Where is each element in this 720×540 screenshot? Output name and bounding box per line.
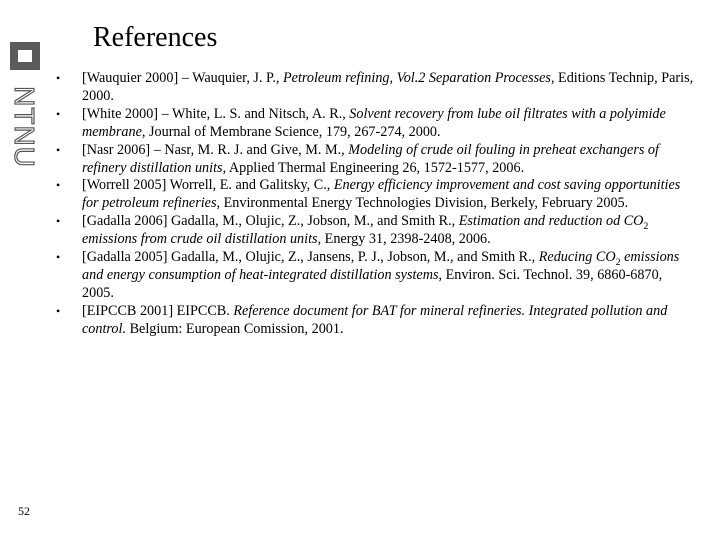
reference-item bbox=[56, 142, 696, 178]
bullet: • bbox=[56, 178, 61, 193]
reference-item bbox=[56, 106, 696, 142]
bullet: • bbox=[56, 250, 61, 265]
reference-title-cont: emissions and energy consumption of heat-integrated distillation systems bbox=[82, 249, 680, 283]
reference-source: , Applied Thermal Engineering 26, 1572-1577, 2006. bbox=[222, 159, 525, 176]
bullet: • bbox=[56, 214, 61, 229]
reference-list bbox=[56, 70, 696, 339]
subscript: 2 bbox=[615, 256, 621, 268]
reference-text: [Gadalla 2006] Gadalla, M., Olujic, Z., Jobson, M., and Smith R., bbox=[82, 213, 459, 230]
reference-source: , Energy 31, 2398-2408, 2006. bbox=[317, 231, 491, 248]
reference-title: Estimation and reduction od CO bbox=[458, 213, 644, 230]
bullet: • bbox=[56, 142, 61, 157]
reference-source: , Environ. Sci. Technol. 39, 6860-6870, 2005. bbox=[82, 266, 663, 301]
reference-text: [Worrell 2005] Worrell, E. and Galitsky, C., bbox=[82, 177, 334, 194]
reference-text: [White 2000] – White, L. S. and Nitsch, A. R., bbox=[82, 105, 350, 122]
reference-title: Solvent recovery from lube oil filtrates with a polyimide membrane bbox=[82, 105, 666, 140]
subscript: 2 bbox=[643, 221, 649, 233]
reference-title: Modeling of crude oil fouling in preheat exchangers of refinery distillation units bbox=[82, 141, 659, 176]
reference-item bbox=[56, 303, 696, 339]
reference-text: [Nasr 2006] – Nasr, M. R. J. and Give, M. M., bbox=[82, 141, 349, 158]
reference-title-cont: emissions from crude oil distillation units bbox=[82, 231, 318, 248]
reference-text: [Wauquier 2000] – Wauquier, J. P., bbox=[82, 70, 283, 86]
reference-item bbox=[56, 70, 696, 106]
bullet: • bbox=[56, 106, 61, 121]
bullet: • bbox=[56, 303, 61, 318]
reference-item bbox=[56, 177, 696, 213]
sidebar bbox=[0, 0, 50, 540]
reference-title: Petroleum refining, Vol.2 Separation Processes bbox=[283, 70, 551, 86]
reference-text: [Gadalla 2005] Gadalla, M., Olujic, Z., Jansens, P. J., Jobson, M., and Smith R., bbox=[82, 249, 539, 266]
reference-item bbox=[56, 213, 696, 249]
page-number: 52 bbox=[18, 504, 30, 518]
reference-source: , Editions Technip, Paris, 2000. bbox=[82, 70, 694, 104]
reference-source: , Environmental Energy Technologies Division, Berkely, February 2005. bbox=[216, 195, 629, 212]
ntnu-logo-text bbox=[4, 82, 44, 172]
reference-source: Belgium: European Comission, 2001. bbox=[126, 320, 344, 337]
reference-item bbox=[56, 249, 696, 303]
page-title: References bbox=[93, 22, 218, 53]
logo-text: NTNU bbox=[9, 86, 41, 168]
reference-source: , Journal of Membrane Science, 179, 267-274, 2000. bbox=[141, 123, 441, 140]
bullet: • bbox=[56, 71, 61, 85]
reference-title: Reference document for BAT for mineral refineries. Integrated pollution and control. bbox=[82, 302, 668, 337]
ntnu-logo-square-icon bbox=[10, 42, 40, 70]
reference-title: Reducing CO bbox=[538, 249, 616, 266]
reference-title: Energy efficiency improvement and cost saving opportunities for petroleum refineries bbox=[82, 177, 681, 212]
reference-text: [EIPCCB 2001] EIPCCB. bbox=[82, 302, 234, 319]
